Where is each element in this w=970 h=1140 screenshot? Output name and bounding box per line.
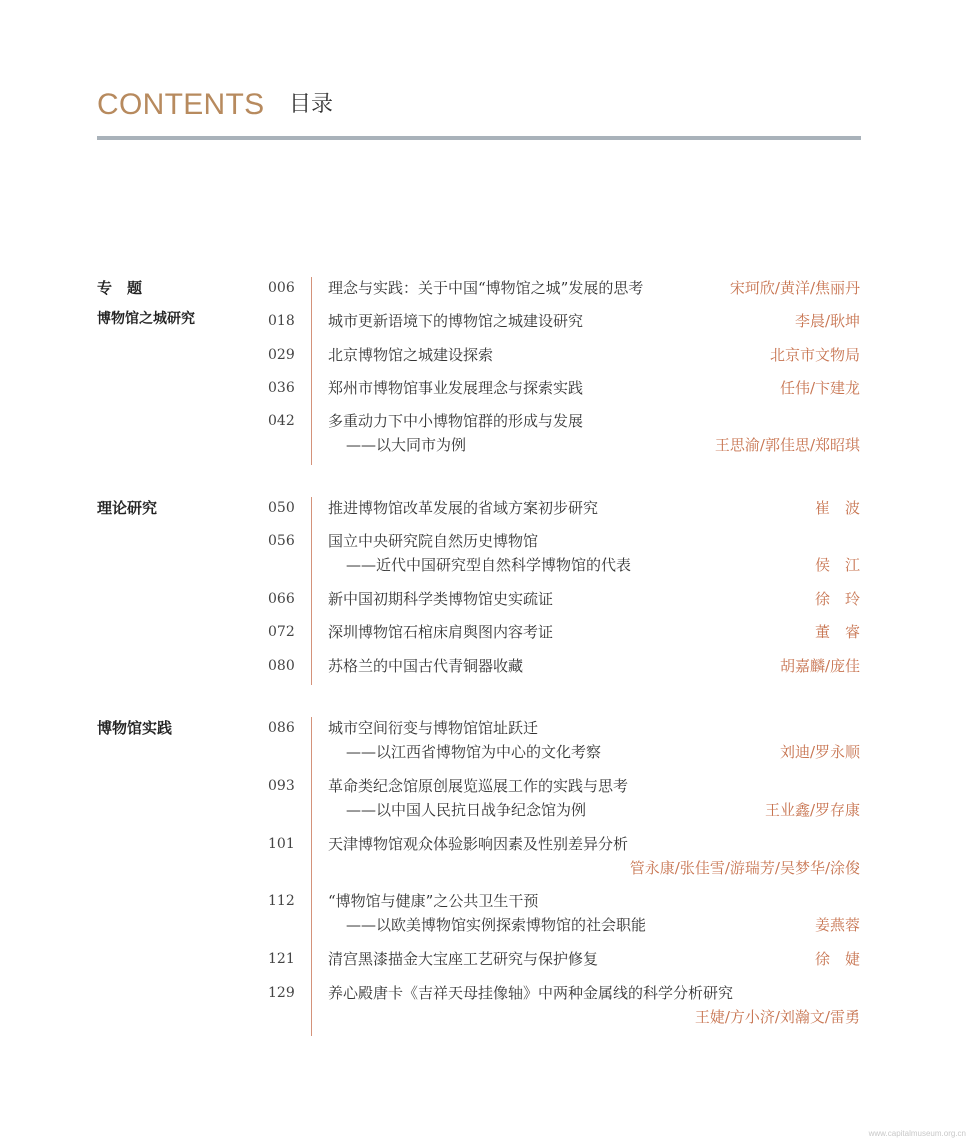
page-number: 029: [268, 346, 295, 363]
article-subtitle: ——以大同市为例: [346, 436, 467, 455]
toc-entry[interactable]: [0, 775, 970, 819]
article-authors: 姜燕蓉: [814, 916, 860, 935]
article-title: 革命类纪念馆原创展览巡展工作的实践与思考: [328, 776, 629, 795]
article-authors: 王婕/方小济/刘瀚文/雷勇: [694, 1007, 860, 1026]
article-authors: 董 睿: [814, 623, 860, 642]
article-title: 天津博物馆观众体验影响因素及性别差异分析: [328, 834, 629, 853]
toc-entry[interactable]: [0, 410, 970, 455]
toc-entry[interactable]: [0, 377, 970, 399]
toc-entry[interactable]: [0, 833, 970, 877]
article-title: 北京博物馆之城建设探索: [328, 345, 494, 364]
section-title: 博物馆实践: [97, 719, 173, 737]
toc-entry[interactable]: [0, 655, 970, 677]
article-authors: 北京市文物局: [769, 345, 860, 364]
page-number: 121: [268, 951, 295, 968]
section-divider-line: [311, 717, 312, 1036]
page-number: 080: [268, 657, 295, 674]
page-number: 006: [268, 280, 295, 296]
article-authors: 王业鑫/罗存康: [764, 800, 860, 819]
page-number: 112: [268, 893, 295, 910]
article-subtitle: ——以江西省博物馆为中心的文化考察: [346, 743, 602, 761]
toc-entry[interactable]: [0, 717, 970, 761]
page-number: 042: [268, 413, 295, 430]
section-title: 专 题: [97, 279, 143, 297]
page-number: 018: [268, 313, 295, 330]
article-authors: 任伟/卞建龙: [779, 378, 860, 397]
toc-entry[interactable]: [0, 621, 970, 643]
article-title: 苏格兰的中国古代青铜器收藏: [328, 656, 524, 675]
page-number: 056: [268, 533, 295, 550]
section-subtitle: 博物馆之城研究: [97, 311, 195, 327]
article-authors: 崔 波: [814, 499, 860, 517]
article-title: “博物馆与健康”之公共卫生干预: [328, 892, 539, 911]
toc-entry[interactable]: [0, 497, 970, 519]
article-title: 国立中央研究院自然历史博物馆: [328, 532, 539, 551]
article-title: 多重动力下中小博物馆群的形成与发展: [328, 412, 584, 431]
toc-entry[interactable]: [0, 310, 970, 332]
article-title: 养心殿唐卡《吉祥天母挂像轴》中两种金属线的科学分析研究: [328, 983, 734, 1002]
article-title: 深圳博物馆石棺床肩舆图内容考证: [328, 623, 554, 642]
page-number: 129: [268, 984, 295, 1001]
page-number: 093: [268, 777, 295, 794]
toc-entry[interactable]: [0, 890, 970, 935]
article-authors: 胡嘉麟/庞佳: [779, 656, 860, 675]
page-number: 072: [268, 624, 295, 641]
article-authors: 李晨/耿坤: [794, 312, 860, 331]
article-authors: 刘迪/罗永顺: [779, 743, 860, 761]
toc-entry[interactable]: [0, 588, 970, 610]
toc-entry[interactable]: [0, 948, 970, 970]
article-authors: 侯 江: [814, 556, 860, 575]
section-title: 理论研究: [97, 499, 158, 517]
article-subtitle: ——以欧美博物馆实例探索博物馆的社会职能: [346, 916, 647, 935]
article-authors: 宋珂欣/黄洋/焦丽丹: [729, 279, 860, 297]
article-title: 新中国初期科学类博物馆史实疏证: [328, 590, 554, 609]
page-number: 101: [268, 835, 295, 852]
page-number: 050: [268, 500, 295, 516]
toc-entry[interactable]: [0, 277, 970, 299]
header-rule: [97, 136, 861, 140]
article-authors: 徐 玲: [814, 590, 860, 609]
page-number: 086: [268, 720, 295, 736]
article-authors: 徐 婕: [814, 950, 860, 969]
article-authors: 王思渝/郭佳思/郑昭琪: [714, 436, 860, 455]
article-subtitle: ——以中国人民抗日战争纪念馆为例: [346, 800, 587, 819]
article-title: 城市空间衍变与博物馆馆址跃迁: [328, 719, 539, 737]
contents-title-cn: 目录: [289, 92, 334, 117]
toc-entry[interactable]: [0, 530, 970, 575]
toc-entry[interactable]: [0, 982, 970, 1026]
section-divider-line: [311, 277, 312, 465]
article-title: 推进博物馆改革发展的省域方案初步研究: [328, 499, 599, 517]
toc-entry[interactable]: [0, 344, 970, 366]
article-authors: 管永康/张佳雪/游瑞芳/吴梦华/涂俊: [629, 858, 860, 877]
article-title: 清宫黑漆描金大宝座工艺研究与保护修复: [328, 950, 599, 969]
article-subtitle: ——近代中国研究型自然科学博物馆的代表: [346, 556, 632, 575]
contents-title-en: CONTENTS: [97, 88, 265, 121]
watermark: www.capitalmuseum.org.cn: [868, 1129, 966, 1138]
page-number: 036: [268, 379, 295, 396]
article-title: 郑州市博物馆事业发展理念与探索实践: [328, 378, 584, 397]
article-title: 城市更新语境下的博物馆之城建设研究: [328, 312, 584, 331]
section-divider-line: [311, 497, 312, 685]
article-title: 理念与实践：关于中国“博物馆之城”发展的思考: [328, 279, 644, 297]
page-number: 066: [268, 591, 295, 608]
